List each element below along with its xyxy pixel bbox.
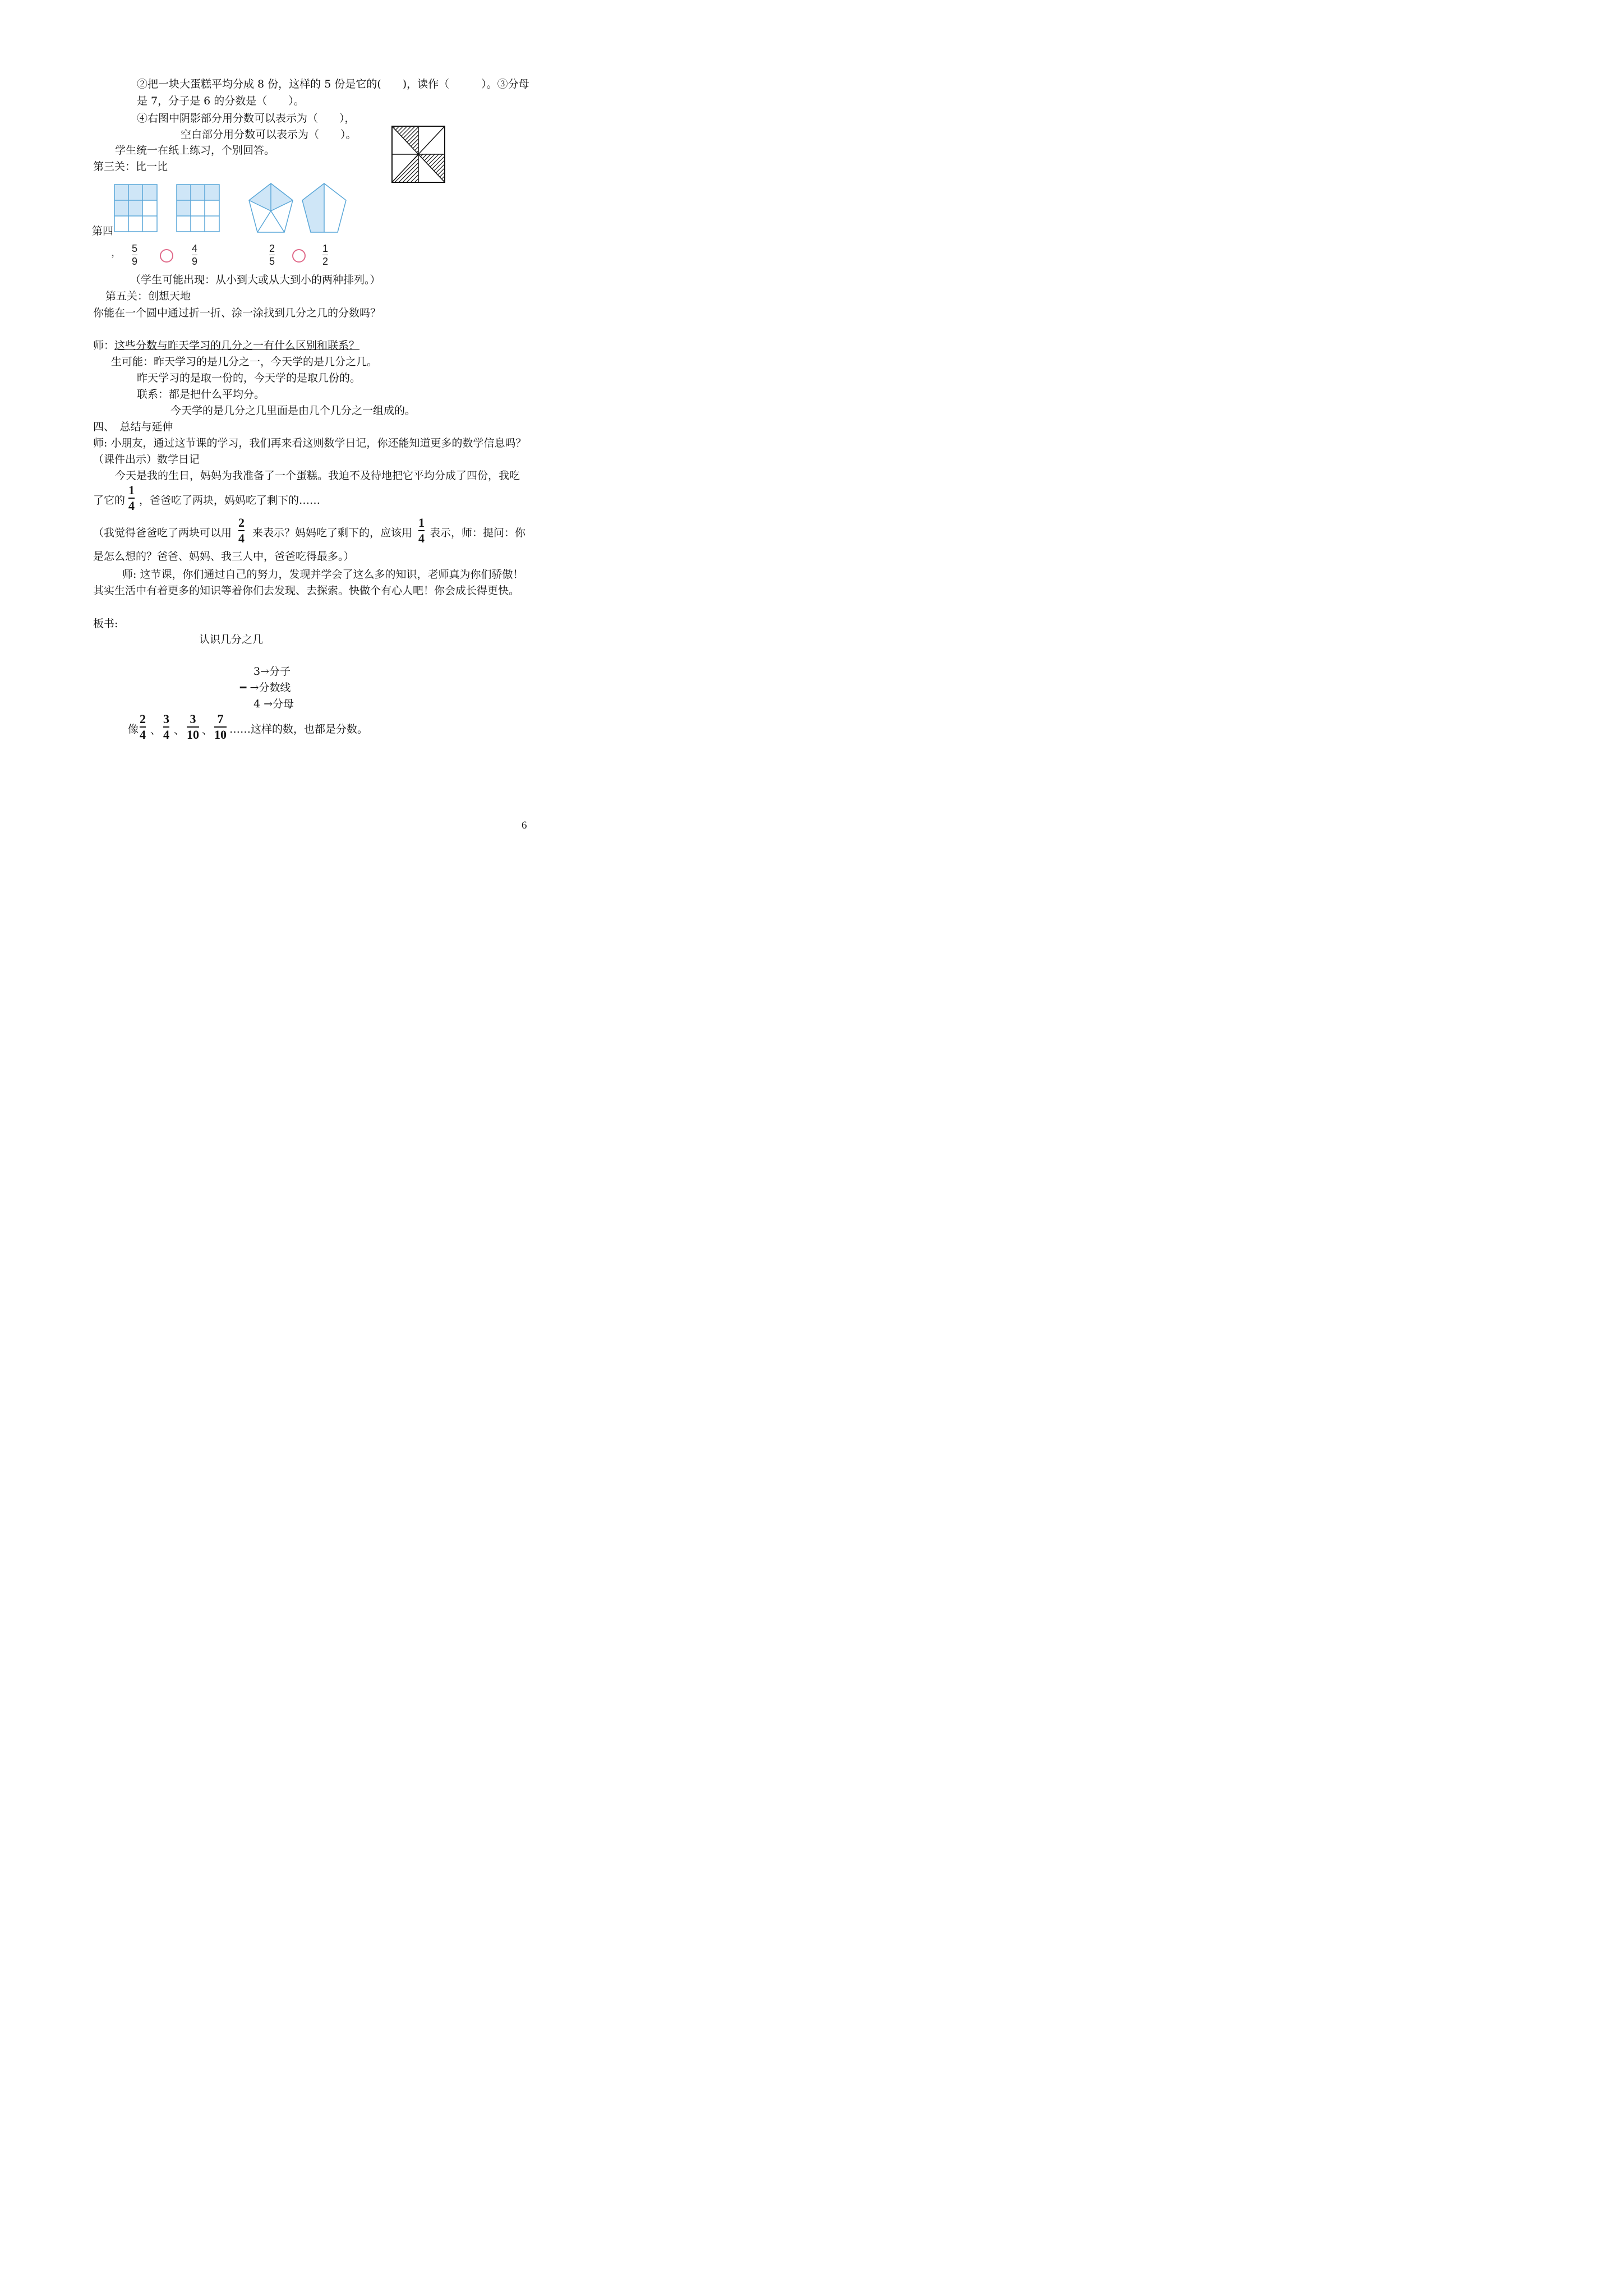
teacher-label: 师： <box>93 339 115 352</box>
teacher-question-text: 这些分数与昨天学习的几分之一有什么区别和联系？ <box>114 339 360 352</box>
numerator: 2 <box>269 243 275 254</box>
fraction-two-fifths <box>269 243 275 266</box>
section-4-heading: 四、 总结与延伸 <box>93 421 173 433</box>
board-line-row: ━ →分数线 <box>240 682 291 694</box>
examples-tail: ……这样的数，也都是分数。 <box>229 723 368 735</box>
pinwheel-square-figure <box>391 126 445 183</box>
denominator: 4 <box>418 531 425 545</box>
denominator: 4 <box>128 499 135 513</box>
think-line-2: 是怎么想的？爸爸、妈妈、我三人中，爸爸吃得最多。） <box>93 550 354 563</box>
numerator: 1 <box>418 516 425 530</box>
separator: 、 <box>202 724 213 737</box>
denominator: 4 <box>238 531 245 545</box>
denominator: 10 <box>214 728 227 742</box>
question-2-line1: ②把一块大蛋糕平均分成 8 份，这样的 5 份是它的( )，读作（ ）。③分母 <box>137 78 529 90</box>
numerator: 1 <box>322 243 329 254</box>
fraction-diary-one-quarter <box>128 484 135 513</box>
student-answer-3: 联系：都是把什么平均分。 <box>137 388 265 401</box>
board-title: 认识几分之几 <box>199 633 264 646</box>
like-label: 像 <box>128 723 139 735</box>
courseware-label: （课件出示）数学日记 <box>93 453 200 466</box>
fraction-five-ninths <box>132 243 137 266</box>
pentagon-one-half <box>301 183 347 233</box>
grid-five-ninths <box>114 184 159 232</box>
numerator: 2 <box>140 712 146 726</box>
think-part-c: 表示，师：提问：你 <box>430 527 526 539</box>
fraction-example-4 <box>214 712 227 742</box>
teacher-intro: 师: 小朋友，通过这节课的学习，我们再来看这则数学日记，你还能知道更多的数学信息吗？ <box>93 437 527 449</box>
student-answer-2: 昨天学习的是取一份的，今天学的是取几份的。 <box>137 372 361 384</box>
denominator: 4 <box>140 728 146 742</box>
compare-circle-1[interactable] <box>159 249 174 263</box>
practice-note: 学生统一在纸上练习，个别回答。 <box>115 144 275 157</box>
denominator: 4 <box>163 728 169 742</box>
level-5-heading: 第五关：创想天地 <box>105 290 191 302</box>
numerator: 5 <box>132 243 138 254</box>
separator: 、 <box>150 724 162 737</box>
closing-line-1: 师: 这节课，你们通过自己的努力，发现并学会了这么多的知识，老师真为你们骄傲！ <box>122 568 524 581</box>
teacher-question <box>93 339 359 352</box>
diary-line-2a: 了它的 <box>93 494 126 507</box>
fraction-example-1 <box>140 712 146 742</box>
student-answer-4: 今天学的是几分之几里面是由几个几分之一组成的。 <box>170 404 416 417</box>
fraction-one-half <box>322 243 328 266</box>
pentagon-two-fifths <box>248 183 294 233</box>
question-4-line2: 空白部分用分数可以表示为（ ）。 <box>181 128 357 141</box>
fraction-two-quarters <box>238 516 245 545</box>
numerator: 4 <box>192 243 198 254</box>
board-label: 板书: <box>93 618 118 630</box>
think-part-b: 来表示？妈妈吃了剩下的，应该用 <box>252 527 413 539</box>
level-3-heading: 第三关：比一比 <box>93 160 168 173</box>
board-denominator-row: 4 →分母 <box>253 698 294 710</box>
numerator: 7 <box>217 712 224 726</box>
fraction-example-2 <box>163 712 169 742</box>
fraction-example-3 <box>187 712 199 742</box>
closing-line-2: 其实生活中有着更多的知识等着你们去发现、去探索。快做个有心人吧！你会成长得更快。 <box>93 585 520 597</box>
fraction-one-quarter <box>418 516 425 545</box>
question-3-line2: 是 7，分子是 6 的分数是（ ）。 <box>137 95 305 107</box>
separator: 、 <box>174 724 185 737</box>
circle-question: 你能在一个圆中通过折一折、涂一涂找到几分之几的分数吗？ <box>93 307 381 319</box>
numerator: 3 <box>190 712 196 726</box>
student-answer-1: 生可能：昨天学习的是几分之一，今天学的是几分之几。 <box>111 356 378 368</box>
denominator: 5 <box>269 256 275 267</box>
think-part-a: （我觉得爸爸吃了两块可以用 <box>93 527 232 539</box>
denominator: 9 <box>132 256 138 267</box>
numerator: 3 <box>163 712 169 726</box>
compare-circle-2[interactable] <box>292 249 306 263</box>
diary-line-1: 今天是我的生日，妈妈为我准备了一个蛋糕。我迫不及待地把它平均分成了四份，我吃 <box>115 470 520 482</box>
level-4-heading: 第四 <box>92 225 114 237</box>
question-4-line1: ④右图中阴影部分用分数可以表示为（ ）， <box>137 112 356 125</box>
comma-mark: ， <box>111 246 122 259</box>
board-numerator-row: 3→分子 <box>253 665 291 678</box>
numerator: 1 <box>128 483 135 497</box>
denominator: 10 <box>187 728 199 742</box>
denominator: 2 <box>322 256 329 267</box>
order-note: （学生可能出现：从小到大或从大到小的两种排列。） <box>130 274 381 286</box>
denominator: 9 <box>192 256 198 267</box>
fraction-four-ninths <box>192 243 197 266</box>
page-number: 6 <box>522 820 527 831</box>
numerator: 2 <box>238 516 245 530</box>
grid-four-ninths <box>176 184 221 232</box>
diary-line-2b: ，爸爸吃了两块，妈妈吃了剩下的…… <box>139 494 321 507</box>
